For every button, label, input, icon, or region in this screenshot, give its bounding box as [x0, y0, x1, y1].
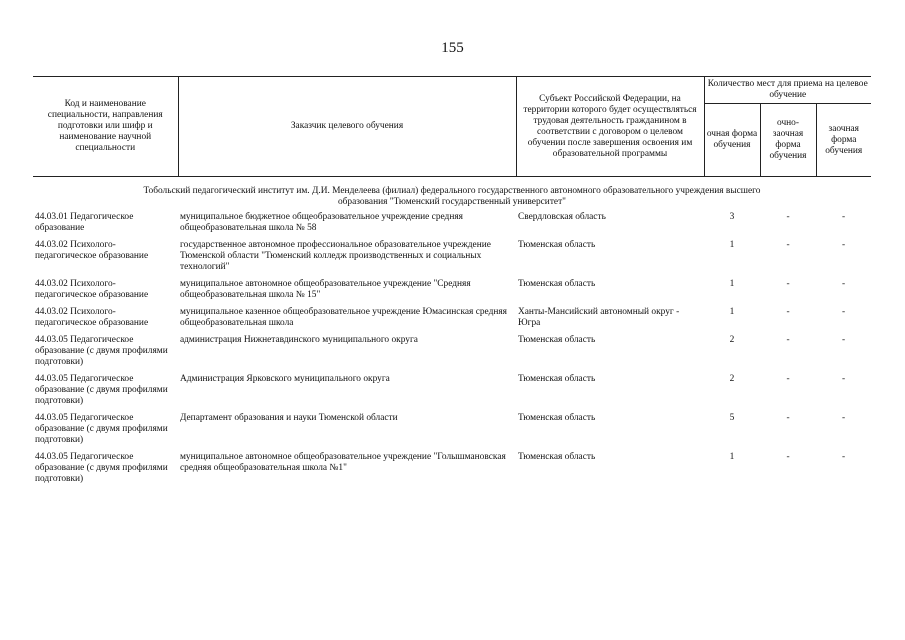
row-full-time: 3 [729, 212, 735, 222]
row-customer: Департамент образования и науки Тюменской области [180, 413, 398, 423]
group-title: Тобольский педагогический институт им. Д.И. Менделеева (филиал) федерального государственного автономного образовательного учреждения высшего образования "Тюменский государственный университет" [143, 186, 761, 207]
row-extramural: - [841, 452, 846, 462]
row-full-time: 1 [729, 452, 735, 462]
row-part-time: - [786, 413, 790, 423]
row-customer: муниципальное бюджетное общеобразовательное учреждение средняя общеобразовательная школа № 58 [180, 212, 463, 233]
row-code: 44.03.02 Психолого-педагогическое образование [35, 240, 149, 261]
header-extramural: заочная форма обучения [816, 104, 871, 177]
table-row [33, 335, 871, 374]
row-part-time: - [786, 212, 790, 222]
row-code: 44.03.02 Психолого-педагогическое образование [35, 279, 149, 300]
row-region: Тюменская область [518, 452, 596, 462]
row-part-time: - [786, 240, 790, 250]
row-customer: муниципальное автономное общеобразовательное учреждение "Голышмановская средняя общеобразовательная школа №1" [180, 452, 506, 473]
row-code: 44.03.05 Педагогическое образование (с двумя профилями подготовки) [35, 374, 168, 406]
row-region: Тюменская область [518, 335, 596, 345]
row-part-time: - [786, 374, 790, 384]
row-full-time: 5 [729, 413, 735, 423]
row-code: 44.03.05 Педагогическое образование (с двумя профилями подготовки) [35, 335, 168, 367]
row-part-time: - [786, 279, 790, 289]
row-extramural: - [841, 279, 846, 289]
header-code: Код и наименование специальности, направления подготовки или шифр и наименование научной специальности [33, 77, 178, 177]
row-code: 44.03.05 Педагогическое образование (с двумя профилями подготовки) [35, 452, 168, 484]
table-row [33, 452, 871, 491]
row-customer: администрация Нижнетавдинского муниципального округа [180, 335, 418, 345]
row-extramural: - [841, 240, 846, 250]
row-part-time: - [786, 335, 790, 345]
row-customer: государственное автономное профессиональное образовательное учреждение Тюменской области "Тюменский колледж производственных и социальных технологий" [180, 240, 491, 272]
header-customer: Заказчик целевого обучения [178, 77, 516, 177]
table-row [33, 413, 871, 452]
row-part-time: - [786, 307, 790, 317]
row-full-time: 2 [729, 335, 735, 345]
header-region: Субъект Российской Федерации, на территории которого будет осуществляться трудовая деятельность гражданином в соответствии с договором о целевом обучении после завершения освоения им образовательной программы [516, 77, 704, 177]
table-row [33, 212, 871, 240]
row-extramural: - [841, 307, 846, 317]
row-full-time: 1 [729, 279, 735, 289]
table-row [33, 374, 871, 413]
header-places: Количество мест для приема на целевое обучение [704, 77, 871, 104]
table-row [33, 307, 871, 335]
page-number: 155 [441, 40, 464, 56]
table-row [33, 279, 871, 307]
row-customer: муниципальное автономное общеобразовательное учреждение "Средняя общеобразовательная школа № 15" [180, 279, 471, 300]
row-part-time: - [786, 452, 790, 462]
group-title-row [33, 185, 871, 212]
admission-table [33, 76, 871, 491]
row-full-time: 2 [729, 374, 735, 384]
row-extramural: - [841, 374, 846, 384]
row-full-time: 1 [729, 307, 735, 317]
row-region: Тюменская область [518, 413, 596, 423]
row-region: Тюменская область [518, 279, 596, 289]
header-row [33, 77, 871, 104]
row-region: Свердловская область [518, 212, 606, 222]
row-region: Тюменская область [518, 240, 596, 250]
row-code: 44.03.01 Педагогическое образование [35, 212, 134, 233]
row-customer: муниципальное казенное общеобразовательное учреждение Юмасинская средняя общеобразовательная школа [180, 307, 507, 328]
row-code: 44.03.02 Психолого-педагогическое образование [35, 307, 149, 328]
row-region: Ханты-Мансийский автономный округ - Югра [518, 307, 680, 328]
row-customer: Администрация Ярковского муниципального округа [180, 374, 390, 384]
header-full-time: очная форма обучения [704, 104, 760, 177]
row-code: 44.03.05 Педагогическое образование (с двумя профилями подготовки) [35, 413, 168, 445]
header-part-time: очно-заочная форма обучения [760, 104, 816, 177]
table-row [33, 240, 871, 279]
row-extramural: - [841, 413, 846, 423]
row-extramural: - [841, 335, 846, 345]
row-region: Тюменская область [518, 374, 596, 384]
row-full-time: 1 [729, 240, 735, 250]
row-extramural: - [841, 212, 846, 222]
